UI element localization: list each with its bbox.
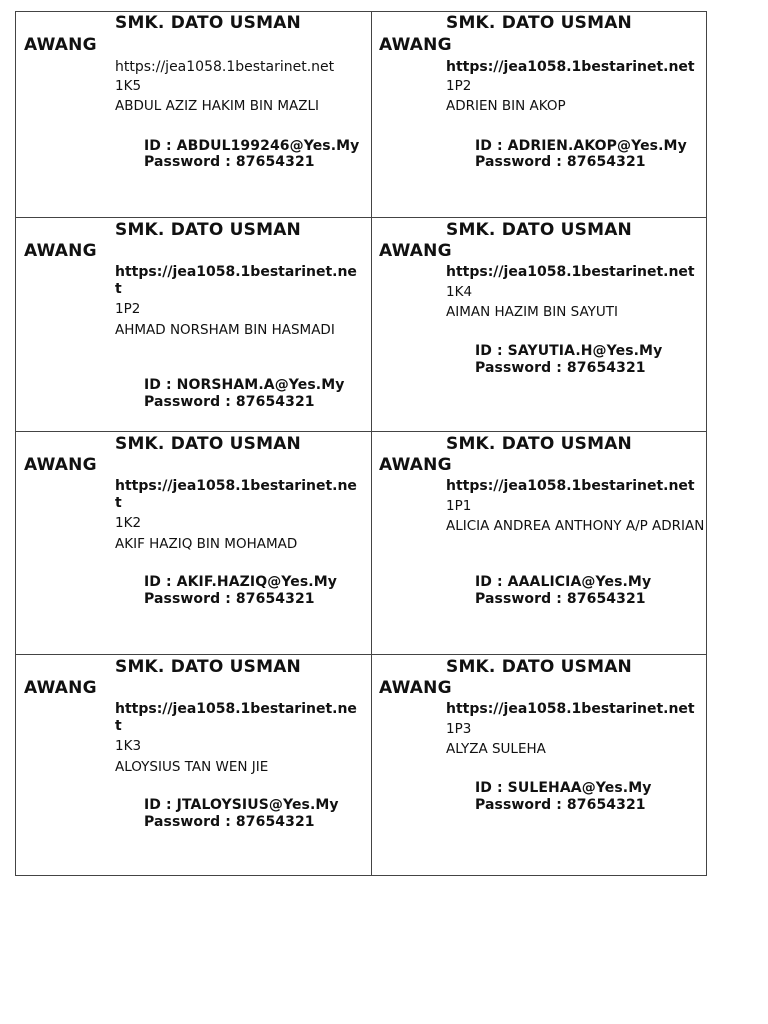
login-card <box>16 431 371 654</box>
student-name: ALOYSIUS TAN WEN JIE <box>115 759 269 775</box>
school-name: SMK. DATO USMAN <box>446 220 632 240</box>
password: Password : 87654321 <box>144 394 315 410</box>
user-id: ID : SULEHAA@Yes.My <box>475 780 652 796</box>
login-card <box>16 654 371 875</box>
school-name-continued: AWANG <box>24 241 97 261</box>
school-name-continued: AWANG <box>379 678 452 698</box>
school-name-continued: AWANG <box>379 35 452 55</box>
user-id: ID : ADRIEN.AKOP@Yes.My <box>475 138 687 154</box>
portal-url: https://jea1058.1bestarinet.net <box>115 701 357 734</box>
school-name: SMK. DATO USMAN <box>446 434 632 454</box>
password: Password : 87654321 <box>475 360 646 376</box>
school-name-continued: AWANG <box>24 35 97 55</box>
class-label: 1P2 <box>446 78 472 94</box>
school-name: SMK. DATO USMAN <box>446 657 632 677</box>
login-card <box>371 654 708 875</box>
student-name: ABDUL AZIZ HAKIM BIN MAZLI <box>115 98 320 114</box>
portal-url: https://jea1058.1bestarinet.net <box>446 264 695 280</box>
user-id: ID : AKIF.HAZIQ@Yes.My <box>144 574 337 590</box>
password: Password : 87654321 <box>475 154 646 170</box>
portal-url: https://jea1058.1bestarinet.net <box>115 59 335 75</box>
class-label: 1K2 <box>115 515 142 531</box>
school-name: SMK. DATO USMAN <box>115 220 301 240</box>
school-name: SMK. DATO USMAN <box>115 434 301 454</box>
school-name-continued: AWANG <box>379 241 452 261</box>
school-name: SMK. DATO USMAN <box>115 13 301 33</box>
school-name-continued: AWANG <box>379 455 452 475</box>
login-card <box>16 217 371 431</box>
portal-url: https://jea1058.1bestarinet.net <box>446 59 695 75</box>
student-name: AKIF HAZIQ BIN MOHAMAD <box>115 536 298 552</box>
student-name: ALICIA ANDREA ANTHONY A/P ADRIAN <box>446 518 705 534</box>
student-name: AIMAN HAZIM BIN SAYUTI <box>446 304 619 320</box>
school-name-continued: AWANG <box>24 455 97 475</box>
login-card <box>371 431 708 654</box>
login-card <box>371 12 708 217</box>
user-id: ID : NORSHAM.A@Yes.My <box>144 377 345 393</box>
password: Password : 87654321 <box>144 154 315 170</box>
portal-url: https://jea1058.1bestarinet.net <box>446 701 695 717</box>
class-label: 1P2 <box>115 301 141 317</box>
portal-url: https://jea1058.1bestarinet.net <box>115 264 357 297</box>
student-name: ADRIEN BIN AKOP <box>446 98 566 114</box>
class-label: 1K4 <box>446 284 473 300</box>
login-card <box>16 12 371 217</box>
school-name: SMK. DATO USMAN <box>115 657 301 677</box>
password: Password : 87654321 <box>475 591 646 607</box>
user-id: ID : ABDUL199246@Yes.My <box>144 138 360 154</box>
user-id: ID : JTALOYSIUS@Yes.My <box>144 797 339 813</box>
portal-url: https://jea1058.1bestarinet.net <box>115 478 357 511</box>
student-name: AHMAD NORSHAM BIN HASMADI <box>115 322 335 338</box>
password: Password : 87654321 <box>144 814 315 830</box>
password: Password : 87654321 <box>144 591 315 607</box>
class-label: 1P1 <box>446 498 472 514</box>
class-label: 1K5 <box>115 78 142 94</box>
login-card <box>371 217 708 431</box>
user-id: ID : AAALICIA@Yes.My <box>475 574 652 590</box>
login-card-sheet <box>15 11 707 876</box>
student-name: ALYZA SULEHA <box>446 741 546 757</box>
portal-url: https://jea1058.1bestarinet.net <box>446 478 695 494</box>
school-name-continued: AWANG <box>24 678 97 698</box>
user-id: ID : SAYUTIA.H@Yes.My <box>475 343 663 359</box>
class-label: 1P3 <box>446 721 472 737</box>
class-label: 1K3 <box>115 738 142 754</box>
school-name: SMK. DATO USMAN <box>446 13 632 33</box>
password: Password : 87654321 <box>475 797 646 813</box>
